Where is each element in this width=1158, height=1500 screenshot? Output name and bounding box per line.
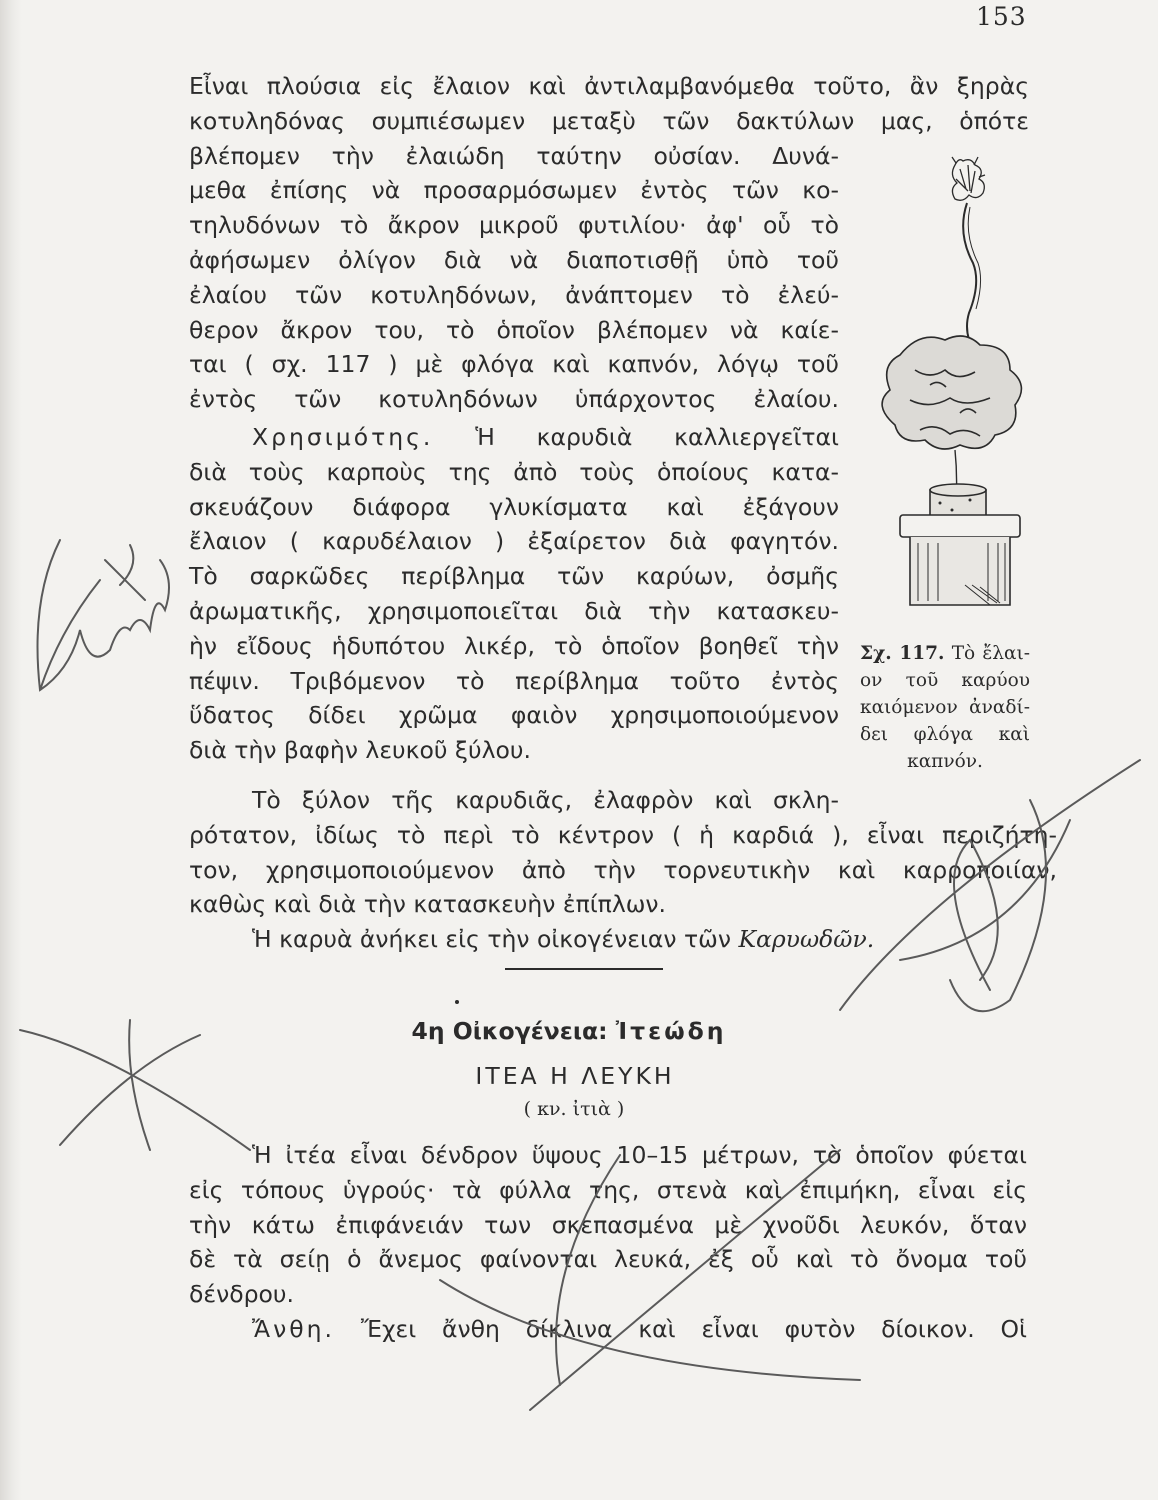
- text-line: κοτυληδόνας συμπιέσωμεν μεταξὺ τῶν δακτύλων μας, ὁπότε: [189, 106, 1029, 135]
- text-line: ἔλαιον ( καρυδέλαιον ) ἐξαίρετον διὰ φαγητόν.: [189, 527, 839, 556]
- caption-text: Τὸ ἔλαι-: [951, 643, 1030, 664]
- page-number: 153: [976, 2, 1027, 31]
- text-line: ἀρωματικῆς, χρησιμοποιεῖται διὰ τὴν κατασκευ-: [189, 596, 839, 625]
- walnut-kernel-icon: [882, 336, 1021, 449]
- text-line: Ἡ ἰτέα εἶναι δένδρον ὕψους 10–15 μέτρων, τὸ ὁποῖον φύεται: [252, 1141, 1027, 1169]
- text-line: δὲ τὰ σείῃ ὁ ἄνεμος φαίνονται λευκά, ἐξ οὗ καὶ τὸ ὄνομα τοῦ: [189, 1245, 1027, 1274]
- text-line: [189, 1312, 1027, 1347]
- text-line: εἰς τόπους ὑγρούς· τὰ φύλλα της, στενὰ καὶ ἐπιμήκη, εἶναι εἰς: [189, 1175, 1027, 1204]
- text-line: θερον ἄκρον του, τὸ ὁποῖον βλέπομεν νὰ καίε-: [189, 315, 839, 344]
- uses-paragraph: [189, 420, 839, 768]
- text-line: σκευάζουν διάφορα γλυκίσματα καὶ ἐξάγουν: [189, 492, 839, 521]
- family-heading: [0, 1017, 1148, 1045]
- margin-signature: [38, 540, 170, 690]
- text-line: τον, χρησιμοποιούμενον ἀπὸ τὴν τορνευτικὴν καὶ καρροποιίαν,: [189, 855, 1057, 884]
- family-name: Ἰτεώδη: [615, 1017, 727, 1045]
- text-line: δένδρου.: [189, 1280, 294, 1309]
- common-name: ( κν. ἰτιὰ ): [523, 1098, 625, 1120]
- text-line: Τὸ σαρκῶδες περίβλημα τῶν καρύων, ὀσμῆς: [189, 562, 839, 591]
- text-run: Ἡ καρυδιὰ καλλιεργεῖται: [475, 423, 839, 451]
- caption-line: δει φλόγα καὶ: [860, 724, 1030, 745]
- itea-paragraph: [189, 1138, 1027, 1347]
- family-label: 4η Οἰκογένεια:: [411, 1017, 608, 1045]
- text-line: ται ( σχ. 117 ) μὲ φλόγα καὶ καπνόν, λόγῳ τοῦ: [189, 350, 839, 379]
- text-line: καθὼς καὶ διὰ τὴν κατασκευὴν ἐπίπλων.: [189, 890, 666, 919]
- text-run: Ἡ καρυὰ ἀνήκει εἰς τὴν οἰκογένειαν τῶν: [252, 925, 731, 954]
- text-line: πέψιν. Τριβόμενον τὸ περίβλημα τοῦτο ἐντὸς: [189, 666, 839, 695]
- section-divider: [505, 968, 663, 970]
- text-line: [189, 420, 839, 455]
- text-run: Ἔχει ἄνθη δίκλινα καὶ εἶναι φυτὸν δίοικον. Οἱ: [360, 1314, 1027, 1343]
- family-name-walnut: Καρυωδῶν.: [738, 925, 875, 954]
- text-line: διὰ τοὺς καρποὺς της ἀπὸ τοὺς ὁποίους κατα-: [189, 457, 839, 486]
- text-line: ὕδατος δίδει χρῶμα φαιὸν χρησιμοποιούμενον: [189, 701, 839, 730]
- flame-icon: [963, 203, 976, 353]
- section-heading-flowers: Ἄνθη.: [252, 1314, 335, 1343]
- text-line: [189, 922, 1057, 957]
- text-line: ἐντὸς τῶν κοτυληδόνων ὑπάρχοντος ἐλαίου.: [189, 385, 839, 414]
- caption-line: ον τοῦ καρύου: [860, 670, 1030, 691]
- section-heading-uses: Χρησιμότης.: [252, 423, 434, 451]
- cork-stand-icon: [900, 484, 1020, 605]
- text-line: ἀφήσωμεν ὀλίγον διὰ νὰ διαποτισθῇ ὑπὸ τοῦ: [189, 245, 839, 274]
- figure-caption: [860, 640, 1030, 775]
- text-line: μεθα ἐπίσης νὰ προσαρμόσωμεν ἐντὸς τῶν κο-: [189, 176, 839, 205]
- caption-line: καπνόν.: [907, 751, 983, 772]
- text-line: ἐλαίου τῶν κοτυληδόνων, ἀνάπτομεν τὸ ἐλεύ-: [189, 280, 839, 309]
- text-line: βλέπομεν τὴν ἐλαιώδη ταύτην οὐσίαν. Δυνά-: [189, 141, 839, 170]
- text-line: Τὸ ξύλον τῆς καρυδιᾶς, ἐλαφρὸν καὶ σκλη-: [252, 786, 839, 814]
- text-line: Εἶναι πλούσια εἰς ἔλαιον καὶ ἀντιλαμβανόμεθα τοῦτο, ἂν ξηρὰς: [189, 72, 1029, 100]
- paper-edge: [0, 0, 22, 1500]
- text-line: ὴν εἴδους ἡδυπότου λικέρ, τὸ ὁποῖον βοηθεῖ τὴν: [189, 631, 839, 660]
- smoke-icon: [952, 157, 985, 200]
- caption-line: καιόμενον ἀναδί-: [860, 697, 1030, 718]
- print-dot: [455, 1000, 459, 1004]
- text-line: ρότατον, ἰδίως τὸ περὶ τὸ κέντρον ( ἡ καρδιά ), εἶναι περιζήτη-: [189, 820, 1057, 849]
- species-heading: ΙΤΕΑ Η ΛΕΥΚΗ: [475, 1062, 675, 1090]
- walnut-flame-illustration: [860, 145, 1040, 625]
- wood-paragraph: [189, 783, 1057, 957]
- text-line: διὰ τὴν βαφὴν λευκοῦ ξύλου.: [189, 736, 531, 765]
- caption-line: [860, 640, 1030, 667]
- text-line: τὴν κάτω ἐπιφάνειάν των σκεπασμένα μὲ χνοῦδι λευκόν, ὅταν: [189, 1210, 1027, 1239]
- text-line: τηλυδόνων τὸ ἄκρον μικροῦ φυτιλίου· ἀφ' οὗ τὸ: [189, 211, 839, 240]
- caption-label: Σχ. 117.: [860, 643, 945, 664]
